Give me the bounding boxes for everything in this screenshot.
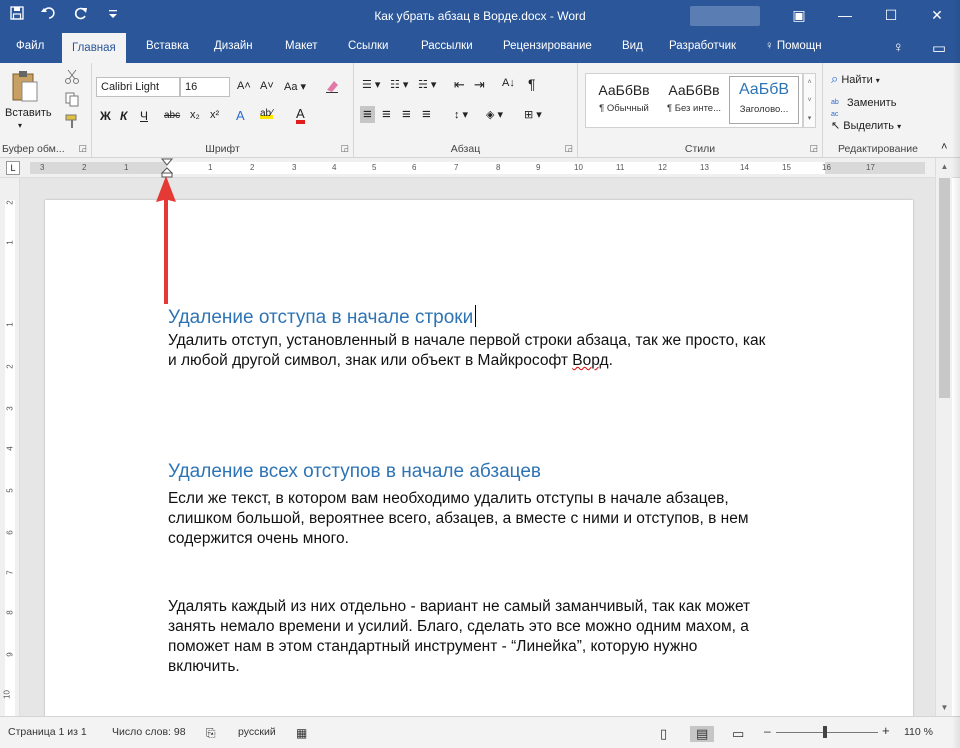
superscript-button[interactable]: x² <box>210 109 220 121</box>
bullets-button[interactable]: ☰ ▾ <box>362 79 381 91</box>
vruler-number: 1 <box>5 322 15 327</box>
font-color-button[interactable]: A <box>296 107 305 124</box>
paragraph-line: содержится очень много. <box>168 530 349 547</box>
vruler-number: 5 <box>5 488 15 493</box>
decrease-indent-button[interactable]: ⇤ <box>454 77 465 92</box>
paragraph-2[interactable] <box>168 489 868 549</box>
borders-button[interactable]: ⊞ ▾ <box>524 109 542 121</box>
replace-button[interactable] <box>831 95 897 119</box>
change-case-button[interactable]: Aa ▾ <box>284 81 307 93</box>
style-no-spacing[interactable] <box>659 76 729 124</box>
ruler-number: 17 <box>866 163 875 172</box>
ruler-number: 7 <box>454 163 459 172</box>
zoom-in-button[interactable]: + <box>882 723 890 738</box>
vruler-number: 10 <box>2 690 12 699</box>
clear-formatting-icon[interactable] <box>324 78 340 97</box>
vruler-track <box>2 200 15 716</box>
proofing-icon[interactable]: ⎘ <box>206 726 216 740</box>
ruler-number: 16 <box>822 163 831 172</box>
gallery-up-icon[interactable]: ˄ <box>807 79 812 86</box>
style-name: Заголово... <box>739 104 789 115</box>
language-indicator[interactable]: русский <box>238 726 276 738</box>
clipboard-label: Буфер обм... <box>2 143 65 155</box>
paragraph-group <box>354 63 578 158</box>
shading-button[interactable]: ◈ ▾ <box>486 109 504 121</box>
editing-label: Редактирование <box>838 143 918 155</box>
paragraph-label: Абзац <box>450 143 481 155</box>
vruler-number: 4 <box>5 446 15 451</box>
select-label: Выделить <box>843 120 895 132</box>
web-layout-icon[interactable]: ▭ <box>732 726 745 741</box>
clipboard-launcher-icon[interactable]: ◲ <box>78 143 87 153</box>
ruler-number: 12 <box>658 163 667 172</box>
paragraph-line: Если же текст, в котором вам необходимо удалить отступы в начале абзацев, <box>168 490 729 507</box>
ruler-number: 15 <box>782 163 791 172</box>
ruler-number: 4 <box>332 163 337 172</box>
page-counter[interactable]: Страница 1 из 1 <box>8 726 87 738</box>
minimize-icon[interactable]: — <box>838 7 852 23</box>
ruler-number: 5 <box>372 163 377 172</box>
paragraph-line: Удалить отступ, установленный в начале первой строки абзаца, так же просто, как <box>168 332 766 349</box>
show-marks-button[interactable]: ¶ <box>528 76 536 92</box>
ruler-number: 9 <box>536 163 541 172</box>
highlight-button[interactable]: ab⁄ <box>260 108 273 119</box>
vertical-scrollbar[interactable] <box>935 158 952 716</box>
document-title: Как убрать абзац в Ворде.docx - Word <box>374 9 586 23</box>
ruler-right-margin <box>825 162 925 174</box>
justify-button[interactable]: ≡ <box>422 106 431 123</box>
paragraph-line: занять немало времени и усилий. Благо, сделать это все можно одним махом, а <box>168 618 749 635</box>
account-area[interactable] <box>690 6 760 26</box>
ruler-number: 1 <box>208 163 213 172</box>
align-left-button[interactable]: ≡ <box>360 106 375 123</box>
vruler-number: 9 <box>5 652 15 657</box>
vruler-number: 7 <box>5 570 15 575</box>
window-controls <box>776 0 960 33</box>
font-name-box[interactable]: Calibri Light <box>96 77 180 97</box>
numbering-button[interactable]: ☷ ▾ <box>390 79 409 91</box>
macro-record-icon[interactable]: ▦ <box>296 726 308 740</box>
tab-view[interactable]: Вид <box>622 40 643 52</box>
select-dropdown-icon: ▾ <box>897 122 902 131</box>
ruler-number: 8 <box>496 163 501 172</box>
styles-launcher-icon[interactable]: ◲ <box>809 143 818 153</box>
ruler-number: 10 <box>574 163 583 172</box>
share-icon[interactable]: ♀ <box>892 39 904 56</box>
align-right-button[interactable]: ≡ <box>402 106 411 123</box>
grow-font-button[interactable]: A˄ <box>237 80 251 92</box>
tab-home[interactable]: Главная <box>62 33 126 63</box>
copy-icon[interactable] <box>64 91 80 110</box>
replace-icon: ab ac <box>831 99 839 118</box>
vruler-number: 2 <box>5 200 15 205</box>
paragraph-line: включить. <box>168 658 240 675</box>
title-bar <box>0 0 960 33</box>
increase-indent-button[interactable]: ⇥ <box>474 77 485 92</box>
window-edge-shadow <box>952 0 960 748</box>
line-spacing-button[interactable]: ↕ ▾ <box>454 109 469 121</box>
misspelled-word[interactable]: Ворд <box>572 352 609 369</box>
font-launcher-icon[interactable]: ◲ <box>340 143 349 153</box>
scroll-up-icon[interactable]: ▲ <box>940 162 949 171</box>
style-sample: АаБбВв <box>668 82 720 98</box>
scroll-thumb[interactable] <box>939 178 950 398</box>
select-icon: ↖ <box>831 120 841 132</box>
paragraph-line: поможет нам в этом стандартный инструмент - “Линейка”, которую нужно <box>168 638 698 655</box>
zoom-out-button[interactable]: – <box>764 724 771 738</box>
paragraph-line: слишком большой, вероятнее всего, абзацев, а вместе с ними и отступов, в нем <box>168 510 749 527</box>
maximize-icon[interactable]: ☐ <box>884 7 898 23</box>
zoom-slider[interactable] <box>776 732 878 733</box>
find-icon: ⌕ <box>831 71 839 86</box>
ribbon <box>0 63 960 158</box>
ruler-left-margin <box>30 162 167 174</box>
editing-group <box>823 63 933 158</box>
tab-layout[interactable]: Макет <box>285 40 318 52</box>
ribbon-tabs <box>0 33 960 63</box>
format-painter-icon[interactable] <box>64 113 80 132</box>
paragraph-3[interactable] <box>168 597 868 677</box>
find-dropdown-icon: ▾ <box>875 76 880 85</box>
ruler-number: 11 <box>616 163 625 172</box>
align-center-button[interactable]: ≡ <box>382 106 391 123</box>
vruler-number: 2 <box>5 364 15 369</box>
horizontal-ruler[interactable] <box>0 158 960 178</box>
paragraph-line <box>168 351 868 371</box>
tabs-right-icons <box>893 39 946 57</box>
text-effects-button[interactable]: A <box>236 108 245 123</box>
paste-button[interactable]: Вставить <box>5 107 52 119</box>
close-icon[interactable]: ✕ <box>931 7 943 23</box>
tell-me-box[interactable]: ♀ Помощн <box>765 40 822 52</box>
styles-gallery <box>585 73 803 128</box>
clipboard-group <box>0 63 92 158</box>
shrink-font-button[interactable]: A˅ <box>260 80 274 92</box>
font-group <box>92 63 354 158</box>
underline-button[interactable]: Ч <box>140 109 148 123</box>
style-name: ¶ Обычный <box>599 103 649 114</box>
collapse-ribbon-icon[interactable]: ˄ <box>941 141 948 153</box>
gallery-down-icon[interactable]: ˅ <box>807 97 812 104</box>
replace-label: Заменить <box>847 97 897 109</box>
style-sample: АаБбВв <box>598 82 650 98</box>
scroll-down-icon[interactable]: ▼ <box>940 703 949 712</box>
cut-icon[interactable] <box>64 69 80 88</box>
paragraph-1[interactable] <box>168 331 868 371</box>
ruler-number: 1 <box>124 163 129 172</box>
italic-button[interactable]: К <box>120 109 128 123</box>
tab-selector-icon[interactable]: L <box>6 161 20 175</box>
find-button[interactable] <box>831 71 880 87</box>
zoom-level[interactable]: 110 % <box>904 726 933 738</box>
styles-label: Стили <box>684 143 716 155</box>
ruler-number: 3 <box>40 163 45 172</box>
subscript-button[interactable]: x₂ <box>190 109 200 121</box>
text-run: и любой другой символ, знак или объект в Майкрософт <box>168 352 573 369</box>
style-heading[interactable] <box>729 76 799 124</box>
red-arrow-annotation <box>150 172 182 310</box>
tab-insert[interactable]: Вставка <box>146 40 189 52</box>
find-label: Найти <box>841 74 873 86</box>
font-label: Шрифт <box>205 143 240 155</box>
vruler-number: 3 <box>5 406 15 411</box>
ruler-number: 14 <box>740 163 749 172</box>
bold-button[interactable]: Ж <box>100 109 111 123</box>
word-count[interactable]: Число слов: 98 <box>112 726 186 738</box>
ruler-number: 13 <box>700 163 709 172</box>
vruler-number: 1 <box>5 240 15 245</box>
ruler-number: 6 <box>412 163 417 172</box>
print-layout-icon[interactable]: ▤ <box>690 726 714 742</box>
tab-developer[interactable]: Разработчик <box>669 40 737 52</box>
style-sample: АаБбВ <box>738 81 790 98</box>
select-button[interactable] <box>831 119 901 132</box>
vertical-ruler[interactable] <box>0 178 20 716</box>
paste-dropdown[interactable]: ▾ <box>18 121 23 130</box>
heading-2[interactable]: Удаление всех отступов в начале абзацев <box>168 461 541 482</box>
ruler-number: 2 <box>82 163 87 172</box>
ruler-number: 3 <box>292 163 297 172</box>
tab-references[interactable]: Ссылки <box>348 40 389 52</box>
style-normal[interactable] <box>589 76 659 124</box>
comments-icon[interactable]: ▭ <box>931 40 946 57</box>
tab-mailings[interactable]: Рассылки <box>421 40 473 52</box>
styles-gallery-scroll[interactable] <box>803 73 816 128</box>
text-cursor <box>475 305 476 327</box>
ruler-number: 2 <box>250 163 255 172</box>
sort-button[interactable]: A↓ <box>502 77 515 89</box>
read-mode-icon[interactable]: ▯ <box>660 726 668 741</box>
style-name: ¶ Без инте... <box>666 103 722 114</box>
paragraph-launcher-icon[interactable]: ◲ <box>564 143 573 153</box>
zoom-slider-thumb[interactable] <box>823 726 827 738</box>
heading-1-text: Удаление отступа в начале строки <box>168 307 474 328</box>
vruler-number: 6 <box>5 530 15 535</box>
vruler-number: 8 <box>5 610 15 615</box>
strikethrough-button[interactable]: abc <box>164 110 181 121</box>
status-bar <box>0 716 960 748</box>
ribbon-display-icon[interactable]: ▣ <box>792 7 806 23</box>
heading-1[interactable] <box>168 305 476 329</box>
text-run: . <box>608 352 613 369</box>
paragraph-line: Удалять каждый из них отдельно - вариант не самый заманчивый, так как может <box>168 598 751 615</box>
gallery-more-icon[interactable]: ▾ <box>807 115 812 122</box>
tab-review[interactable]: Рецензирование <box>503 40 592 52</box>
font-size-box[interactable]: 16 <box>180 77 230 97</box>
tab-file[interactable]: Файл <box>16 40 45 52</box>
multilevel-list-button[interactable]: ☵ ▾ <box>418 79 437 91</box>
tab-design[interactable]: Дизайн <box>214 40 253 52</box>
paste-icon[interactable] <box>10 69 40 106</box>
